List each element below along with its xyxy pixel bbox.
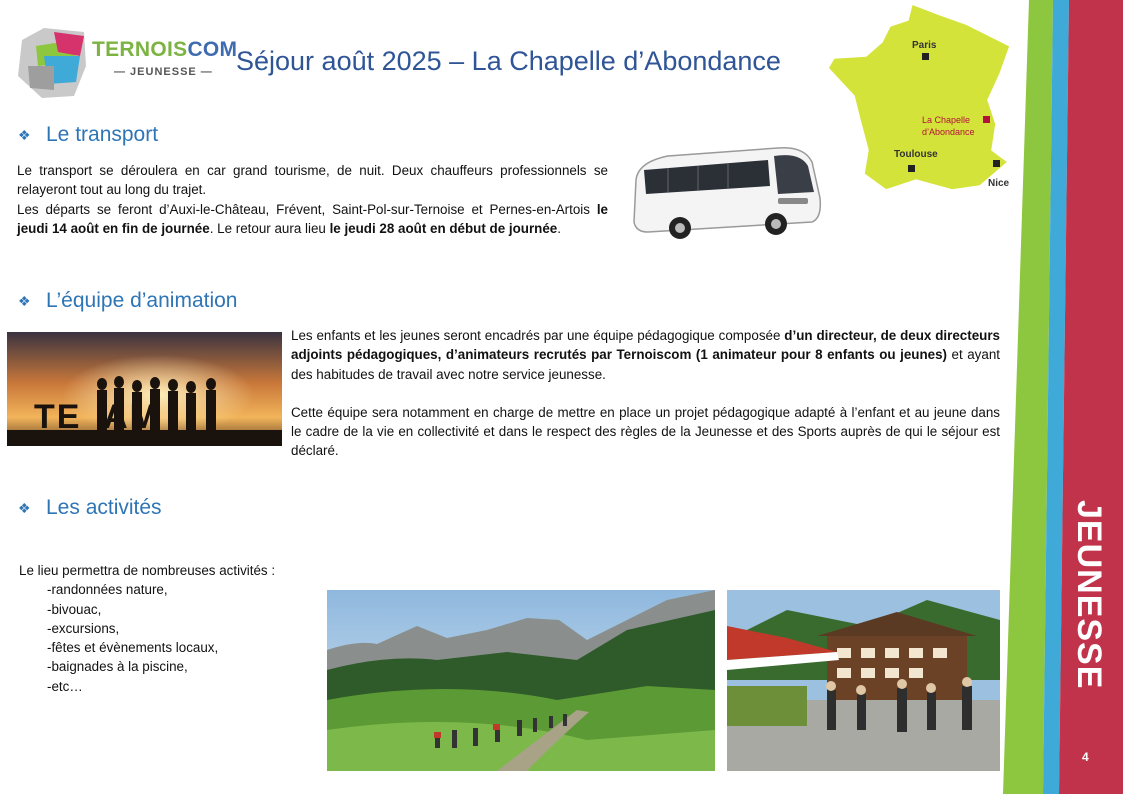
equipe-paragraph-2: Cette équipe sera notamment en charge de mettre en place un projet pédagogique adapté à l’enfant et au jeune dans le cadre de la vie en collectivité et dans le respect des règles de la Jeunesse et des Sports auprès de qui le séjour est déclaré. (291, 404, 1000, 459)
heading-activites-label: Les activités (46, 496, 162, 519)
page-title: Séjour août 2025 – La Chapelle d’Abondance (236, 46, 781, 76)
coach-bus-image (628, 140, 824, 244)
list-item: -etc… (47, 678, 83, 694)
heading-transport (18, 123, 158, 147)
heading-transport-label: Le transport (46, 123, 159, 146)
mountain-hike-photo (327, 590, 715, 771)
transport-line-1: Le transport se déroulera en car grand tourisme, de nuit. Deux chauffeurs professionnels se relayeront tout au long du trajet. (17, 163, 608, 198)
paragraph-spacer (291, 384, 1000, 403)
equipe-p1-end: et ayant des habitudes de travail avec notre service jeunesse. (291, 347, 1000, 382)
equipe-paragraph-1 (291, 326, 1000, 384)
map-label-toulouse: Toulouse (894, 149, 938, 160)
heading-equipe-label: L’équipe d’animation (46, 289, 238, 312)
equipe-p1-staff: d’un directeur, de deux directeurs adjoints pédagogiques, d’animateurs recrutés par Ternoiscom (1 animateur pour 8 enfants ou jeunes) (291, 328, 1000, 363)
activites-list (19, 561, 319, 696)
map-label-nice: Nice (988, 178, 1010, 189)
transport-return-date: le jeudi 28 août en début de journée (329, 220, 558, 236)
page-number: 4 (1082, 750, 1089, 764)
france-map (820, 0, 1020, 200)
map-label-paris: Paris (912, 40, 937, 51)
activites-intro: Le lieu permettra de nombreuses activités : (19, 563, 276, 578)
transport-departures: Les départs se feront d’Auxi-le-Château, Frévent, Saint-Pol-sur-Ternoise et Pernes-en-Artois (17, 201, 597, 217)
transport-return-intro: . Le retour aura lieu (209, 220, 330, 236)
vertical-section-label (1060, 500, 1120, 700)
diamond-bullet-icon: ❖ (18, 499, 31, 516)
team-image-text: TE AM (34, 398, 160, 436)
village-market-photo (727, 590, 1000, 771)
equipe-paragraph (291, 326, 1000, 461)
heading-equipe (18, 289, 237, 313)
destination-line-1: La Chapelle (922, 115, 971, 125)
transport-paragraph (17, 161, 608, 238)
diamond-bullet-icon: ❖ (18, 126, 31, 143)
map-label-destination (922, 114, 975, 138)
equipe-p1-intro: Les enfants et les jeunes seront encadrés par une équipe pédagogique composée (291, 328, 785, 343)
transport-end-period: . (557, 220, 561, 236)
logo-name-accent: COM (187, 38, 238, 61)
list-item: -bivouac, (47, 601, 102, 617)
destination-line-2: d’Abondance (922, 127, 975, 137)
list-item: -baignades à la piscine, (47, 659, 188, 675)
heading-activites (18, 496, 162, 520)
vertical-section-label-text: JEUNESSE (1070, 500, 1108, 690)
transport-line-2 (17, 200, 608, 239)
diamond-bullet-icon: ❖ (18, 292, 31, 309)
logo-wordmark (92, 38, 237, 62)
list-item: -randonnées nature, (47, 582, 168, 598)
list-item: -excursions, (47, 620, 120, 636)
logo-name: TERNOIS (92, 38, 188, 61)
list-item: -fêtes et évènements locaux, (47, 640, 219, 656)
transport-departure-date: le jeudi 14 août en fin de journée (17, 201, 608, 236)
logo-subtitle: — JEUNESSE — (114, 66, 213, 78)
